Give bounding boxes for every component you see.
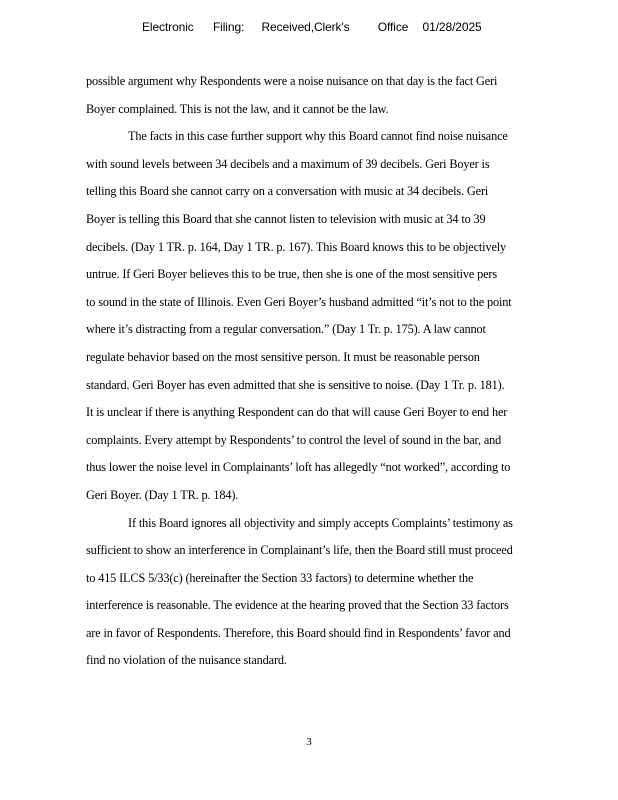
- page-number: 3: [306, 736, 312, 748]
- paragraph-first-line: If this Board ignores all objectivity and simply accepts Complaints’ testimony as: [128, 515, 513, 530]
- text-line: complaints. Every attempt by Respondents’ to control the level of sound in the bar, and: [86, 432, 502, 447]
- header-electronic: Electronic: [142, 20, 194, 34]
- header-office: Office: [377, 20, 409, 34]
- header-received: Received,Clerk's: [261, 20, 350, 34]
- text-line: sufficient to show an interference in Complainant’s life, then the Board still must proceed: [86, 543, 513, 558]
- text-line: interference is reasonable. The evidence at the hearing proved that the Section 33 factors: [86, 598, 509, 613]
- text-line: Boyer is telling this Board that she cannot listen to television with music at 34 to 39: [86, 211, 486, 226]
- text-line: telling this Board she cannot carry on a conversation with music at 34 decibels. Geri: [86, 184, 489, 199]
- text-line: where it’s distracting from a regular conversation.” (Day 1 Tr. p. 175). A law cannot: [86, 322, 486, 337]
- paragraph-first-line: The facts in this case further support why this Board cannot find noise nuisance: [128, 129, 508, 144]
- text-line: standard. Geri Boyer has even admitted that she is sensitive to noise. (Day 1 Tr. p. 181).: [86, 377, 505, 392]
- text-line: Geri Boyer. (Day 1 TR. p. 184).: [86, 487, 239, 502]
- text-line: decibels. (Day 1 TR. p. 164, Day 1 TR. p. 167). This Board knows this to be objectively: [86, 239, 507, 254]
- text-line: find no violation of the nuisance standard.: [86, 653, 287, 668]
- body-text: [86, 68, 576, 675]
- text-line: untrue. If Geri Boyer believes this to be true, then she is one of the most sensitive pers: [86, 267, 497, 282]
- text-line: possible argument why Respondents were a noise nuisance on that day is the fact Geri: [86, 74, 498, 88]
- filing-header: [142, 20, 482, 34]
- text-line: are in favor of Respondents. Therefore, this Board should find in Respondents’ favor and: [86, 625, 511, 640]
- text-line: Boyer complained. This is not the law, and it cannot be the law.: [86, 101, 389, 116]
- text-line: to sound in the state of Illinois. Even Geri Boyer’s husband admitted “it’s not to the point: [86, 294, 512, 309]
- text-line: to 415 ILCS 5/33(c) (hereinafter the Section 33 factors) to determine whether the: [86, 570, 474, 585]
- header-filing: Filing:: [212, 20, 245, 34]
- text-line: regulate behavior based on the most sensitive person. It must be reasonable person: [86, 349, 480, 364]
- text-line: with sound levels between 34 decibels and a maximum of 39 decibels. Geri Boyer is: [86, 156, 490, 171]
- header-date: 01/28/2025: [422, 20, 482, 34]
- text-line: thus lower the noise level in Complainants’ loft has allegedly “not worked”, according to: [86, 460, 511, 475]
- text-line: It is unclear if there is anything Respondent can do that will cause Geri Boyer to end her: [86, 405, 508, 420]
